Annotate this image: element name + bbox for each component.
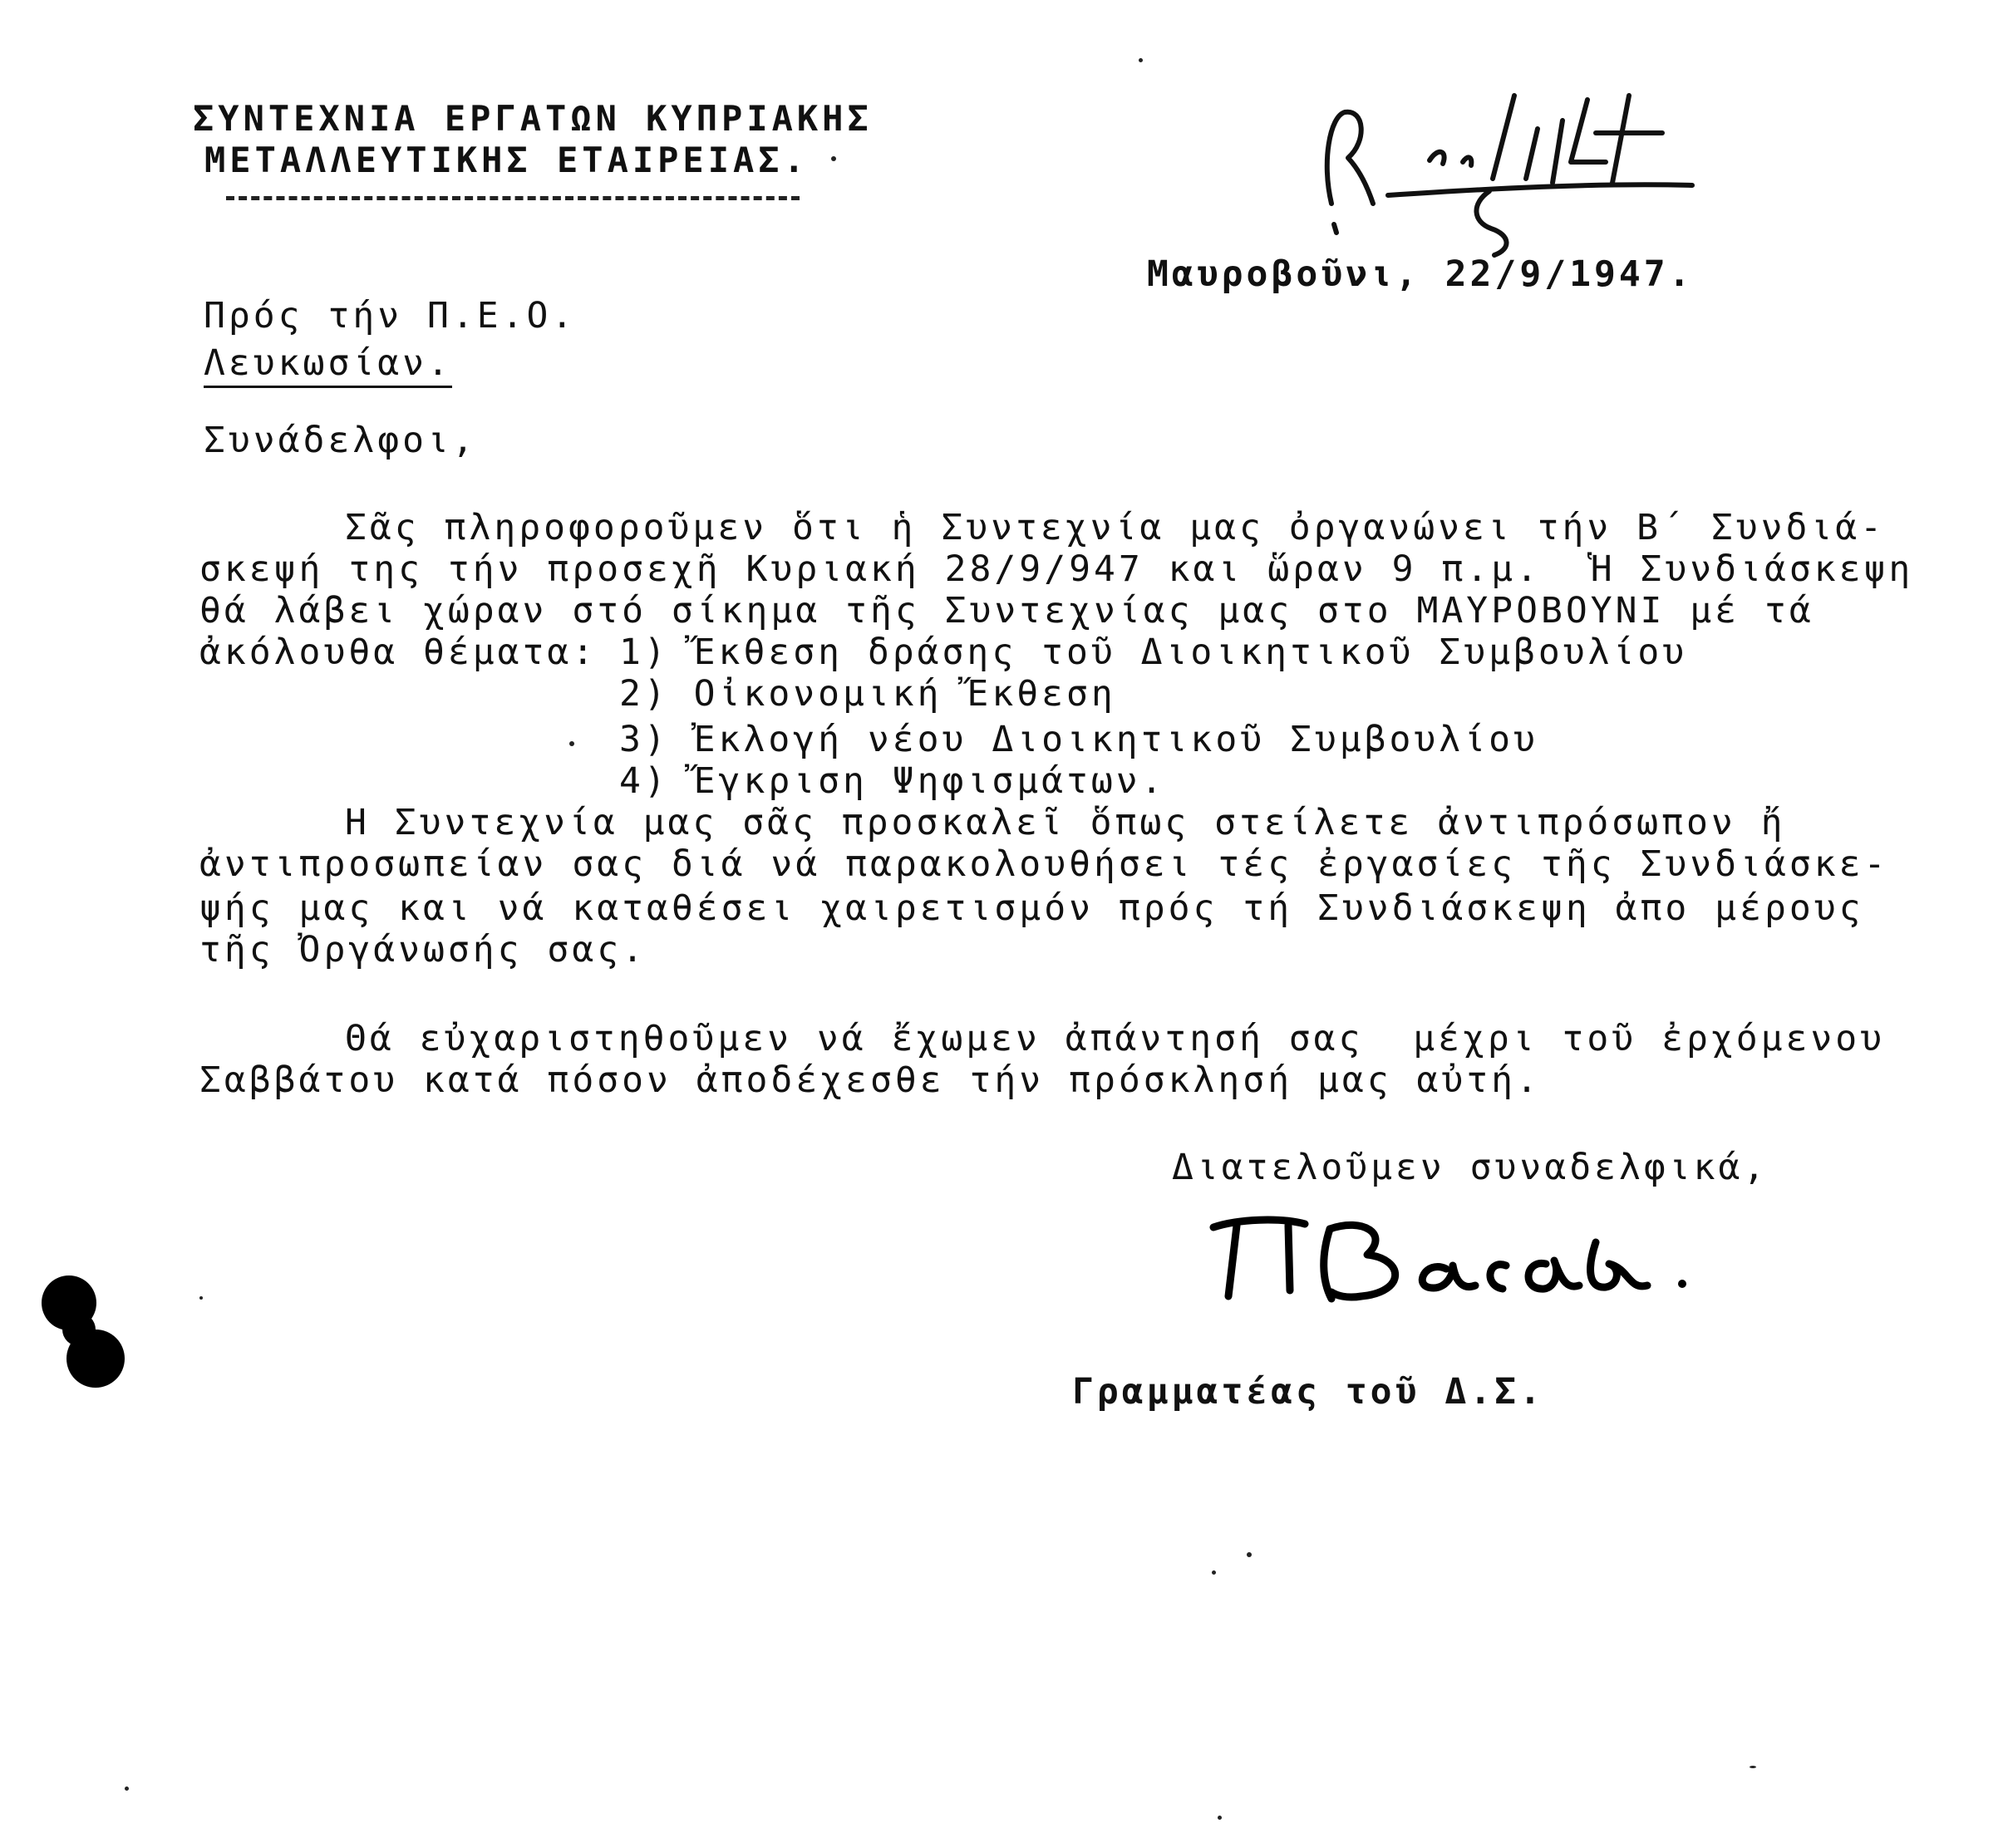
- letterhead-underline: [226, 196, 800, 200]
- scan-speck: [199, 1296, 203, 1300]
- paragraph-1-line: ἀκόλουθα θέματα:: [199, 632, 598, 673]
- handwritten-reference-note: [1297, 79, 1712, 270]
- scan-speck: [569, 741, 574, 746]
- agenda-item: 2) Οἰκονομική Ἔκθεση: [619, 673, 1116, 715]
- recipient-line-2: Λευκωσίαν.: [204, 342, 452, 388]
- scan-speck: [1750, 1766, 1756, 1768]
- paragraph-2-line: ἀντιπροσωπείαν σας διά νά παρακολουθήσει τές ἐργασίες τῆς Συνδιάσκε-: [199, 843, 1889, 885]
- place-date: Μαυροβοῦνι, 22/9/1947.: [1147, 253, 1694, 295]
- salutation: Συνάδελφοι,: [204, 420, 477, 461]
- scan-speck: [125, 1787, 129, 1791]
- scan-speck: [1139, 58, 1143, 62]
- agenda-item: 1) Ἔκθεση δράσης τοῦ Διοικητικοῦ Συμβουλίου: [619, 632, 1688, 673]
- signatory-title: Γραμματέας τοῦ Δ.Σ.: [1072, 1371, 1544, 1413]
- paragraph-3-line: Σαββάτου κατά πόσον ἀποδέχεσθε τήν πρόσκλησή μας αὐτή.: [199, 1059, 1541, 1101]
- scan-speck: [831, 156, 836, 161]
- paragraph-1-line: θά λάβει χώραν στό σίκημα τῆς Συντεχνίας μας στο ΜΑΥΡΟΒΟΥΝΙ μέ τά: [199, 590, 1814, 632]
- paragraph-1-line: Σᾶς πληροφοροῦμεν ὅτι ἡ Συντεχνία μας ὀργανώνει τήν Β΄ Συνδιά-: [345, 507, 1886, 548]
- paragraph-2-line: τῆς Ὀργάνωσής σας.: [199, 929, 647, 971]
- paragraph-2-line: Η Συντεχνία μας σᾶς προσκαλεῖ ὅπως στείλετε ἀντιπρόσωπον ἤ: [345, 802, 1786, 843]
- scan-speck: [1218, 1816, 1222, 1820]
- paragraph-2-line: ψής μας και νά καταθέσει χαιρετισμόν πρός τή Συνδιάσκεψη ἀπο μέρους: [199, 887, 1864, 929]
- handwritten-signature: [1197, 1209, 1695, 1317]
- paragraph-1-line: σκεψή της τήν προσεχῆ Κυριακή 28/9/947 και ὥραν 9 π.μ. Ἡ Συνδιάσκεψη: [199, 548, 1914, 590]
- agenda-item: 3) Ἐκλογή νέου Διοικητικοῦ Συμβουλίου: [619, 719, 1538, 760]
- agenda-item: 4) Ἔγκριση Ψηφισμάτων.: [619, 760, 1166, 802]
- paragraph-3-line: Θά εὐχαριστηθοῦμεν νά ἔχωμεν ἀπάντησή σας μέχρι τοῦ ἐρχόμενου: [345, 1018, 1886, 1059]
- letterhead-line-2: ΜΕΤΑΛΛΕΥΤΙΚΗΣ ΕΤΑΙΡΕΙΑΣ.: [204, 140, 809, 180]
- punch-hole: [62, 1313, 96, 1346]
- scan-speck: [1212, 1570, 1216, 1575]
- recipient-line-1: Πρός τήν Π.Ε.Ο.: [204, 295, 577, 337]
- scan-speck: [1247, 1552, 1252, 1557]
- letterhead-line-1: ΣΥΝΤΕΧΝΙΑ ΕΡΓΑΤΩΝ ΚΥΠΡΙΑΚΗΣ: [193, 98, 873, 139]
- closing: Διατελοῦμεν συναδελφικά,: [1172, 1147, 1769, 1188]
